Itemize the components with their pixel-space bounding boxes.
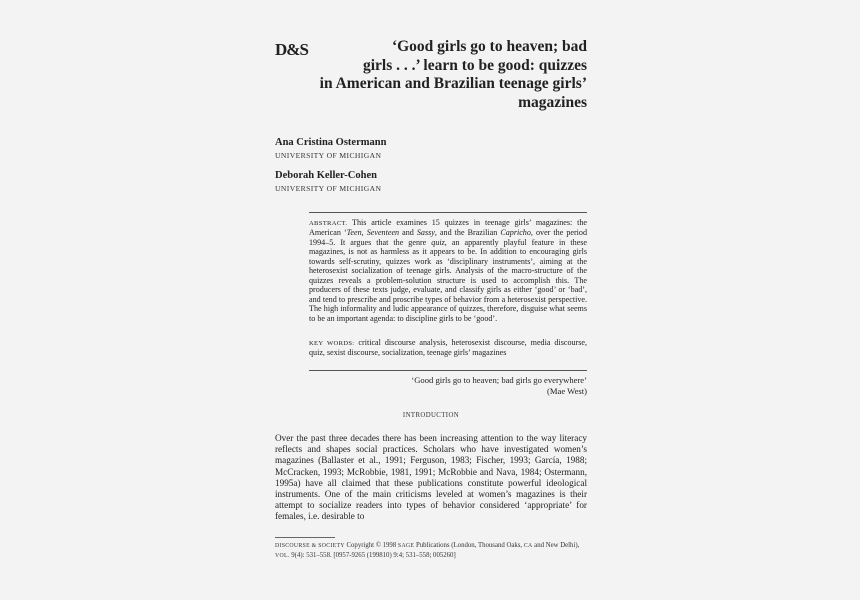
footnote-citation: 9(4): 531–558. [0957-9265 (199810) 9:4; 531–558; 005260]	[289, 552, 456, 560]
author-name: Ana Cristina Ostermann	[275, 137, 387, 148]
abstract	[309, 218, 587, 323]
epigraph-source: (Mae West)	[547, 385, 587, 396]
author-affiliation: UNIVERSITY OF MICHIGAN	[275, 184, 382, 193]
abstract-text: and	[399, 228, 417, 238]
footnote-text: VOL.	[275, 553, 290, 560]
footnote-text: CA	[523, 543, 533, 549]
abstract-bottom-rule	[309, 370, 587, 371]
author-affiliation: UNIVERSITY OF MICHIGAN	[275, 151, 382, 160]
footnote-text: Copyright © 1998	[344, 542, 398, 549]
genre-term: quiz	[431, 237, 445, 247]
abstract-label: ABSTRACT.	[309, 220, 348, 227]
abstract-text: This article examines 15 quizzes in teenage girls’ magazines: the American ‘	[309, 218, 587, 238]
title-line: in American and Brazilian teenage girls’	[319, 75, 587, 92]
abstract-text: , over the period 1994–5. It argues that the genre	[309, 228, 588, 247]
title-line: ‘Good girls go to heaven; bad	[391, 38, 587, 55]
section-heading: INTRODUCTION	[402, 412, 460, 419]
article-title	[300, 38, 587, 112]
journal-logo: D&S	[275, 40, 308, 59]
keywords-text: critical discourse analysis, heterosexist discourse, media discourse, quiz, sexist discourse, socialization, teenage girls’ magazines	[309, 338, 588, 358]
footnote-text: and New Delhi),	[532, 542, 580, 549]
footnote	[275, 541, 587, 561]
abstract-top-rule	[309, 212, 587, 213]
keywords	[309, 338, 587, 358]
magazine-name: Sassy	[416, 228, 435, 238]
footnote-rule	[275, 537, 335, 538]
epigraph-quote: ‘Good girls go to heaven; bad girls go everywhere’	[411, 375, 587, 385]
author-name: Deborah Keller-Cohen	[275, 170, 377, 181]
magazine-name: Capricho	[500, 228, 531, 238]
footnote-text: Publications (London, Thousand Oaks,	[414, 542, 524, 549]
epigraph	[309, 375, 587, 396]
abstract-text: , and the Brazilian	[434, 228, 501, 238]
keywords-label: KEY WORDS:	[309, 340, 355, 347]
title-line: magazines	[518, 93, 587, 111]
journal-name: DISCOURSE & SOCIETY	[275, 543, 345, 549]
abstract-text: ,	[361, 228, 367, 238]
title-line: girls . . .’ learn to be good: quizzes	[362, 56, 587, 74]
magazine-name: Teen	[346, 228, 362, 238]
abstract-text: , an apparently playful feature in these magazines, is not as harmless as it appears to be. In addition to encouraging girls towards self-scrutiny, quizzes work as ‘disciplinary instruments’, aiming at the heterosexist socialization of teenage girls. Analysis of the macro-structure of the quizzes reveals a problem-solution structure is used to accomplish this. The producers of these texts judge, evaluate, and classify girls as either ‘good’ or ‘bad’, and tend to prescribe and proscribe types of behavior from a heterosexist perspective. The high informality and ludic appearance of quizzes, therefore, disguise what seems to be an important agenda: to discipline girls to be ‘good’.	[309, 237, 587, 323]
publisher-name: SAGE	[397, 543, 415, 549]
magazine-name: Seventeen	[366, 228, 400, 238]
body-paragraph: Over the past three decades there has been increasing attention to the way literacy reflects and shapes social practices. Scholars who have investigated women’s magazines (Ballaster et al., 1991; Ferguson, 1983; Fischer, 1993; García, 1988; McCracken, 1993; McRobbie, 1981, 1991; McRobbie and Nava, 1984; Ostermann, 1995a) have all claimed that these publications constitute powerful ideological instruments. One of the main criticisms leveled at women’s magazines is their attempt to socialize readers into types of behavior considered ‘appropriate’ for females, i.e. desirable to	[275, 433, 587, 522]
